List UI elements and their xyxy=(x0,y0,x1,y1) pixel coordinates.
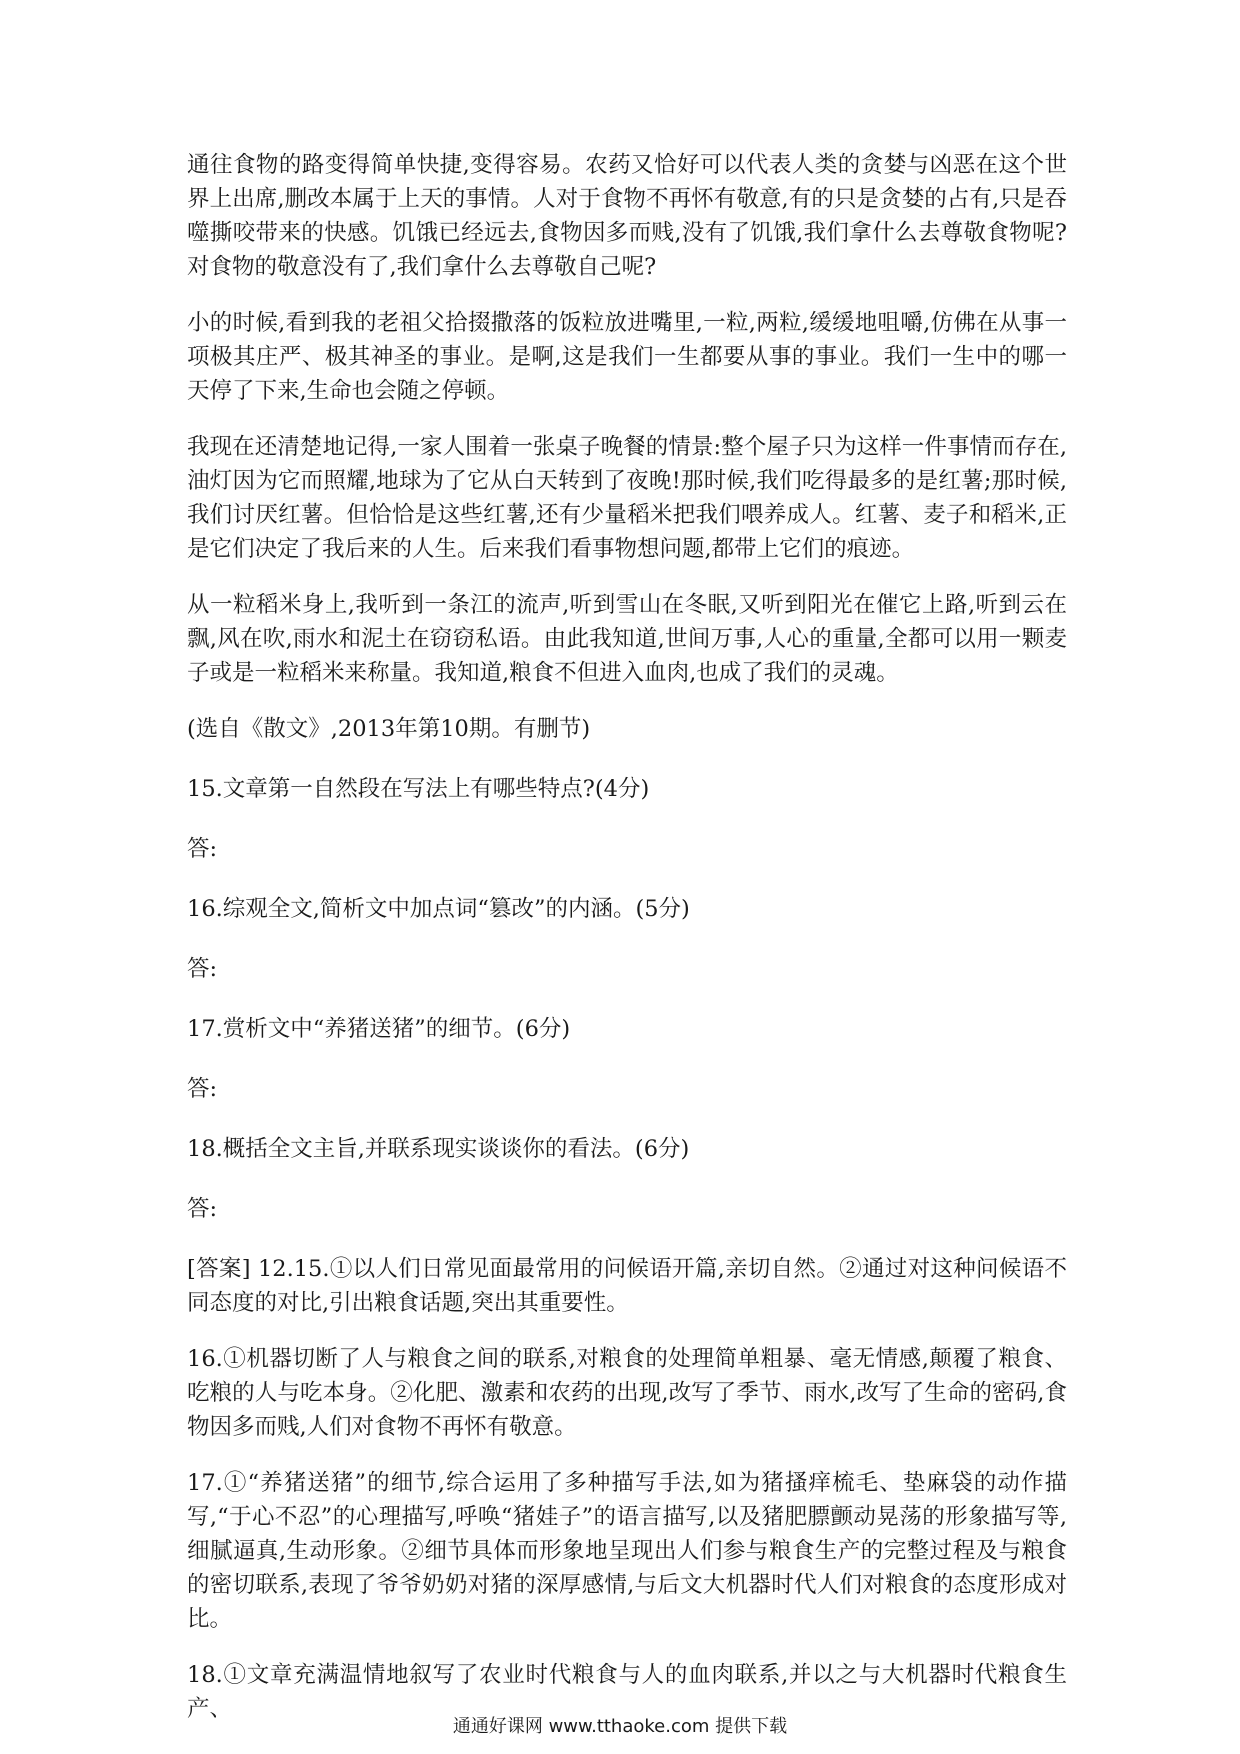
answer-15: [答案] 12.15.①以人们日常见面最常用的问候语开篇,亲切自然。②通过对这种问候语不同态度的对比,引出粮食话题,突出其重要性。 xyxy=(187,1256,1067,1316)
article-paragraph-4: 从一粒稻米身上,我听到一条江的流声,听到雪山在冬眠,又听到阳光在催它上路,听到云在飘,风在吹,雨水和泥土在窃窃私语。由此我知道,世间万事,人心的重量,全都可以用一颗麦子或是一粒稻米来称量。我知道,粮食不但进入血肉,也成了我们的灵魂。 xyxy=(187,592,1067,686)
answer-label: 答: xyxy=(187,836,218,862)
question-15: 15.文章第一自然段在写法上有哪些特点?(4分) xyxy=(187,776,650,802)
answer-label: 答: xyxy=(187,1196,218,1222)
answer-17: 17.①“养猪送猪”的细节,综合运用了多种描写手法,如为猪搔痒梳毛、垫麻袋的动作描写,“于心不忍”的心理描写,呼唤“猪娃子”的语言描写,以及猪肥膘颤动晃荡的形象描写等,细腻逼真,生动形象。②细节具体而形象地呈现出人们参与粮食生产的完整过程及与粮食的密切联系,表现了爷爷奶奶对猪的深厚感情,与后文大机器时代人们对粮食的态度形成对比。 xyxy=(187,1470,1067,1632)
question-17: 17.赏析文中“养猪送猪”的细节。(6分) xyxy=(187,1016,571,1042)
article-source: (选自《散文》,2013年第10期。有删节) xyxy=(187,716,591,742)
page-footer: 通通好课网 www.tthaoke.com 提供下载 xyxy=(452,1716,788,1737)
answer-18: 18.①文章充满温情地叙写了农业时代粮食与人的血肉联系,并以之与大机器时代粮食生产、 xyxy=(187,1662,1067,1722)
answer-label: 答: xyxy=(187,956,218,982)
answer-label: 答: xyxy=(187,1076,218,1102)
article-paragraph-1: 通往食物的路变得简单快捷,变得容易。农药又恰好可以代表人类的贪婪与凶恶在这个世界上出席,删改本属于上天的事情。人对于食物不再怀有敬意,有的只是贪婪的占有,只是吞噬撕咬带来的快感。饥饿已经远去,食物因多而贱,没有了饥饿,我们拿什么去尊敬食物呢?对食物的敬意没有了,我们拿什么去尊敬自己呢? xyxy=(187,152,1067,280)
article-paragraph-3: 我现在还清楚地记得,一家人围着一张桌子晚餐的情景:整个屋子只为这样一件事情而存在,油灯因为它而照耀,地球为了它从白天转到了夜晚!那时候,我们吃得最多的是红薯;那时候,我们讨厌红薯。但恰恰是这些红薯,还有少量稻米把我们喂养成人。红薯、麦子和稻米,正是它们决定了我后来的人生。后来我们看事物想问题,都带上它们的痕迹。 xyxy=(187,434,1067,562)
answer-16: 16.①机器切断了人与粮食之间的联系,对粮食的处理简单粗暴、毫无情感,颠覆了粮食、吃粮的人与吃本身。②化肥、激素和农药的出现,改写了季节、雨水,改写了生命的密码,食物因多而贱,人们对食物不再怀有敬意。 xyxy=(187,1346,1067,1440)
question-16: 16.综观全文,简析文中加点词“篡改”的内涵。(5分) xyxy=(187,896,690,922)
question-18: 18.概括全文主旨,并联系现实谈谈你的看法。(6分) xyxy=(187,1136,690,1162)
article-paragraph-2: 小的时候,看到我的老祖父拾掇撒落的饭粒放进嘴里,一粒,两粒,缓缓地咀嚼,仿佛在从事一项极其庄严、极其神圣的事业。是啊,这是我们一生都要从事的事业。我们一生中的哪一天停了下来,生命也会随之停顿。 xyxy=(187,310,1067,404)
document-body xyxy=(187,148,1067,1726)
